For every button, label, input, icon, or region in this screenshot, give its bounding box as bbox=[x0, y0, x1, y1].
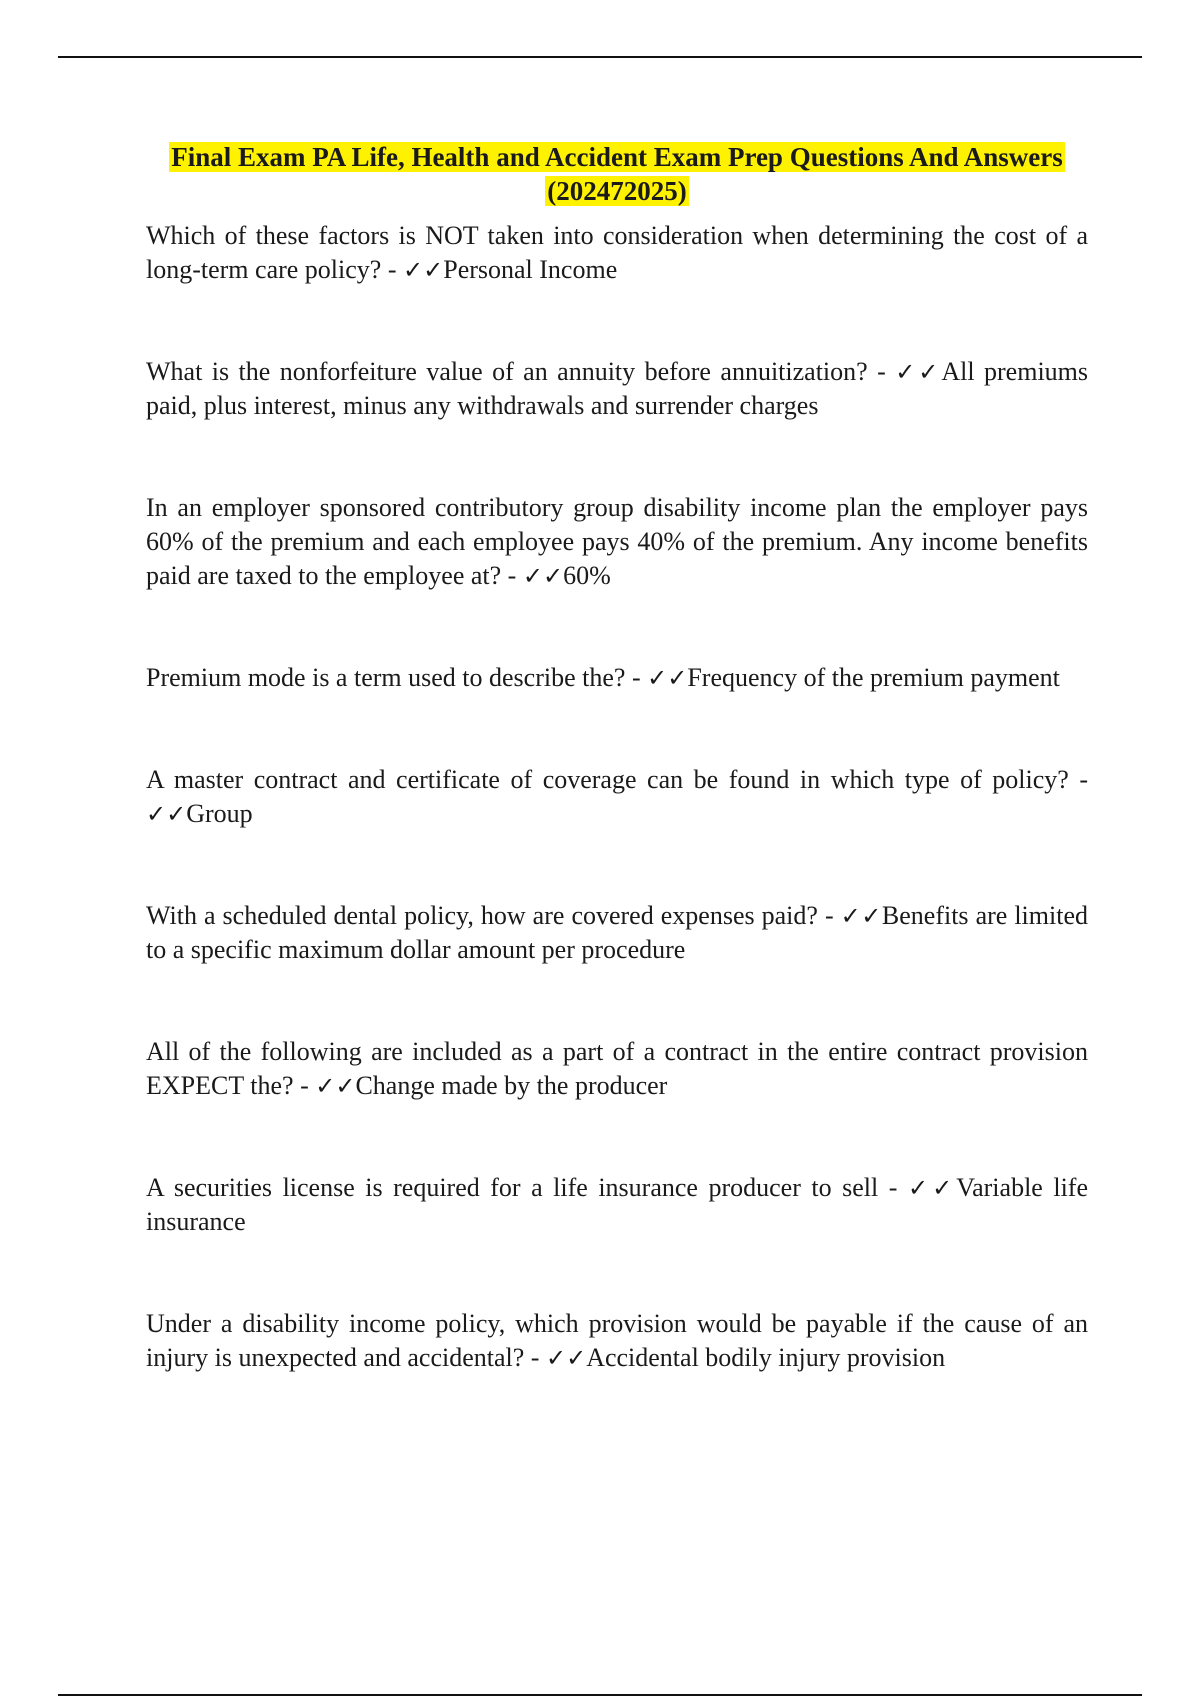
question-text: A securities license is required for a life insurance producer to sell bbox=[146, 1173, 879, 1202]
qa-item-6 bbox=[146, 899, 1088, 967]
question-text: A master contract and certificate of coverage can be found in which type of policy? bbox=[146, 765, 1069, 794]
question-text: In an employer sponsored contributory group disability income plan the employer pays 60% of the premium and each employee pays 40% of the premium. Any income benefits paid are taxed to the employee at? bbox=[146, 493, 1088, 590]
double-check-icon: ✓✓ bbox=[146, 800, 187, 828]
double-check-icon: ✓✓ bbox=[545, 1344, 587, 1372]
question-text: Under a disability income policy, which provision would be payable if the cause of an injury is unexpected and accidental? bbox=[146, 1309, 1088, 1372]
title-line-2: (202472025) bbox=[547, 176, 687, 206]
qa-item-7 bbox=[146, 1035, 1088, 1103]
double-check-icon: ✓✓ bbox=[522, 562, 564, 590]
qa-item-5 bbox=[146, 763, 1088, 831]
separator: - bbox=[293, 1071, 316, 1100]
double-check-icon: ✓✓ bbox=[315, 1072, 356, 1100]
answer-text: Benefits are limited to a specific maximum dollar amount per procedure bbox=[146, 901, 1088, 964]
answer-text: Group bbox=[186, 799, 253, 828]
qa-item-1 bbox=[146, 219, 1088, 287]
answer-text: 60% bbox=[563, 561, 611, 590]
double-check-icon: ✓✓ bbox=[895, 358, 942, 386]
qa-item-2 bbox=[146, 355, 1088, 423]
qa-item-3 bbox=[146, 491, 1088, 593]
answer-text: Variable life insurance bbox=[146, 1173, 1089, 1236]
question-text: Which of these factors is NOT taken into consideration when determining the cost of a long-term care policy? bbox=[146, 221, 1088, 284]
answer-text: All premiums paid, plus interest, minus any withdrawals and surrender charges bbox=[146, 357, 1089, 420]
separator: - bbox=[817, 901, 841, 930]
qa-item-9 bbox=[146, 1307, 1088, 1375]
answer-text: Personal Income bbox=[443, 255, 618, 284]
answer-text: Change made by the producer bbox=[355, 1071, 668, 1100]
separator: - bbox=[524, 1343, 546, 1372]
separator: - bbox=[1068, 765, 1088, 794]
footer-rule bbox=[58, 1694, 1142, 1696]
document-body bbox=[146, 140, 1088, 1375]
separator: - bbox=[878, 1173, 908, 1202]
double-check-icon: ✓✓ bbox=[647, 664, 688, 692]
title-line-1: Final Exam PA Life, Health and Accident Exam Prep Questions And Answers bbox=[171, 142, 1063, 172]
double-check-icon: ✓✓ bbox=[840, 902, 882, 930]
question-text: Premium mode is a term used to describe the? bbox=[146, 663, 626, 692]
question-text: All of the following are included as a part of a contract in the entire contract provision EXPECT the? bbox=[146, 1037, 1088, 1100]
question-text: With a scheduled dental policy, how are covered expenses paid? bbox=[146, 901, 818, 930]
double-check-icon: ✓✓ bbox=[403, 256, 444, 284]
answer-text: Accidental bodily injury provision bbox=[586, 1343, 946, 1372]
separator: - bbox=[501, 561, 523, 590]
separator: - bbox=[625, 663, 648, 692]
double-check-icon: ✓✓ bbox=[907, 1174, 957, 1202]
qa-item-4 bbox=[146, 661, 1088, 695]
answer-text: Frequency of the premium payment bbox=[687, 663, 1060, 692]
qa-item-8 bbox=[146, 1171, 1088, 1239]
separator: - bbox=[381, 255, 404, 284]
separator: - bbox=[867, 357, 896, 386]
question-text: What is the nonforfeiture value of an annuity before annuitization? bbox=[146, 357, 868, 386]
document-title bbox=[146, 140, 1088, 208]
header-rule bbox=[58, 56, 1142, 58]
